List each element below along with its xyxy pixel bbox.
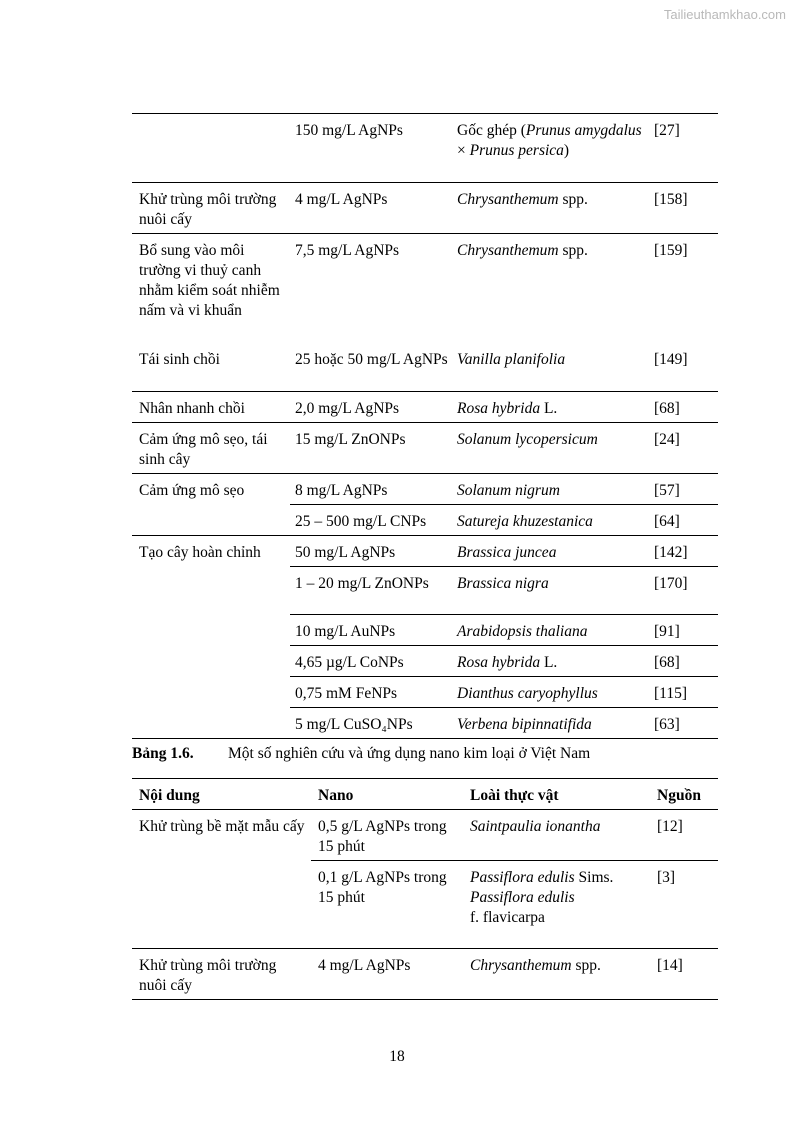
cell-ref: [142]: [652, 536, 718, 567]
table-row: [132, 474, 718, 505]
cell-content: [132, 677, 290, 708]
caption-text: Một số nghiên cứu và ứng dụng nano kim loại ở Việt Nam: [228, 745, 591, 762]
cell-species: Satureja khuzestanica: [452, 505, 652, 536]
cell-species: Vanilla planifolia: [457, 350, 566, 368]
cell-content: [132, 567, 290, 615]
cell-species: Solanum lycopersicum: [452, 423, 652, 474]
cell-nano: 0,5 g/L AgNPs trong 15 phút: [318, 818, 447, 855]
table-row: [132, 615, 718, 646]
cell-ref: [3]: [650, 861, 718, 949]
cell-content: [132, 505, 290, 536]
cell-nano: 10 mg/L AuNPs: [290, 615, 452, 646]
table-row: [132, 810, 718, 861]
cell-ref: [12]: [657, 818, 683, 835]
cell-ref: [159]: [652, 234, 718, 343]
table-row: [132, 392, 718, 423]
table-row: [132, 343, 718, 392]
page-number: 18: [389, 1048, 405, 1065]
cell-nano: 4,65 µg/L CoNPs: [290, 646, 452, 677]
cell-content: Nhân nhanh chồi: [132, 392, 290, 423]
cell-species: Passiflora edulis Sims. Passiflora edulis f. flavicarpa: [463, 861, 650, 949]
cell-nano: 150 mg/L AgNPs: [290, 114, 452, 183]
cell-species: Brassica juncea: [452, 536, 652, 567]
cell-nano: 1 – 20 mg/L ZnONPs: [290, 567, 452, 615]
cell-content: [132, 708, 290, 739]
cell-species: Brassica nigra: [452, 567, 652, 615]
table-row: [132, 861, 718, 949]
cell-content: Tái sinh chồi: [139, 350, 220, 368]
cell-nano: 0,75 mM FeNPs: [290, 677, 452, 708]
cell-nano: 15 mg/L ZnONPs: [290, 423, 452, 474]
cell-ref: [158]: [652, 183, 718, 234]
table-row: [132, 234, 718, 343]
cell-ref: [63]: [652, 708, 718, 739]
table-row: [132, 505, 718, 536]
cell-ref: [91]: [652, 615, 718, 646]
table-row: [132, 114, 718, 183]
cell-ref: [149]: [654, 350, 688, 368]
cell-ref: [27]: [652, 114, 718, 183]
header-ref: Nguồn: [650, 779, 718, 810]
header-species: Loài thực vật: [463, 779, 650, 810]
table-vietnam-nano-studies: [132, 778, 718, 1000]
cell-ref: [14]: [650, 949, 718, 1000]
table-row: [132, 646, 718, 677]
cell-ref: [24]: [652, 423, 718, 474]
cell-species: Rosa hybrida L.: [452, 392, 652, 423]
table-row: [132, 677, 718, 708]
cell-ref: [64]: [652, 505, 718, 536]
cell-nano: 4 mg/L AgNPs: [311, 949, 463, 1000]
cell-content: Khử trùng bề mặt mẫu cấy: [139, 818, 305, 835]
watermark: Tailieuthamkhao.com: [663, 7, 786, 22]
cell-ref: [68]: [652, 646, 718, 677]
cell-species: Verbena bipinnatifida: [452, 708, 652, 739]
table-row: [132, 708, 718, 739]
header-nano: Nano: [311, 779, 463, 810]
table-row: [132, 536, 718, 567]
cell-nano: 0,1 g/L AgNPs trong 15 phút: [311, 861, 463, 949]
cell-species: Arabidopsis thaliana: [452, 615, 652, 646]
table-header-row: [132, 779, 718, 810]
table-plant-nano-applications: [132, 113, 718, 739]
cell-nano: 2,0 mg/L AgNPs: [290, 392, 452, 423]
cell-ref: [170]: [652, 567, 718, 615]
cell-species: Rosa hybrida L.: [452, 646, 652, 677]
cell-species: Gốc ghép (Prunus amygdalus × Prunus persica): [452, 114, 652, 183]
cell-content: Khử trùng môi trường nuôi cấy: [132, 949, 311, 1000]
header-content: Nội dung: [132, 779, 311, 810]
table-row: [132, 949, 718, 1000]
cell-content: [132, 615, 290, 646]
cell-content: Bổ sung vào môi trường vi thuỷ canh nhằm kiểm soát nhiễm nấm và vi khuẩn: [132, 234, 290, 343]
cell-nano: 8 mg/L AgNPs: [290, 474, 452, 505]
cell-ref: [68]: [652, 392, 718, 423]
cell-species: Dianthus caryophyllus: [452, 677, 652, 708]
cell-ref: [115]: [652, 677, 718, 708]
cell-content: [132, 114, 290, 183]
cell-species: Saintpaulia ionantha: [470, 818, 601, 835]
cell-nano: 25 hoặc 50 mg/L AgNPs: [295, 350, 448, 368]
cell-nano: 50 mg/L AgNPs: [290, 536, 452, 567]
table-row: [132, 567, 718, 615]
cell-species: Chrysanthemum spp.: [452, 183, 652, 234]
cell-nano: 5 mg/L CuSO₄NPs: [290, 708, 452, 739]
cell-species: Chrysanthemum spp.: [463, 949, 650, 1000]
table-caption: [132, 745, 590, 763]
cell-content: Cảm ứng mô sẹo, tái sinh cây: [132, 423, 290, 474]
cell-species: Chrysanthemum spp.: [452, 234, 652, 343]
cell-content: Cảm ứng mô sẹo: [132, 474, 290, 505]
caption-label: Bảng 1.6.: [132, 745, 194, 762]
table-row: [132, 183, 718, 234]
cell-nano: 25 – 500 mg/L CNPs: [290, 505, 452, 536]
cell-ref: [57]: [652, 474, 718, 505]
cell-content: Khử trùng môi trường nuôi cấy: [132, 183, 290, 234]
cell-content: [132, 646, 290, 677]
cell-nano: 7,5 mg/L AgNPs: [290, 234, 452, 343]
cell-species: Solanum nigrum: [452, 474, 652, 505]
cell-content: [132, 861, 311, 949]
cell-nano: 4 mg/L AgNPs: [290, 183, 452, 234]
table-row: [132, 423, 718, 474]
cell-content: Tạo cây hoàn chỉnh: [132, 536, 290, 567]
